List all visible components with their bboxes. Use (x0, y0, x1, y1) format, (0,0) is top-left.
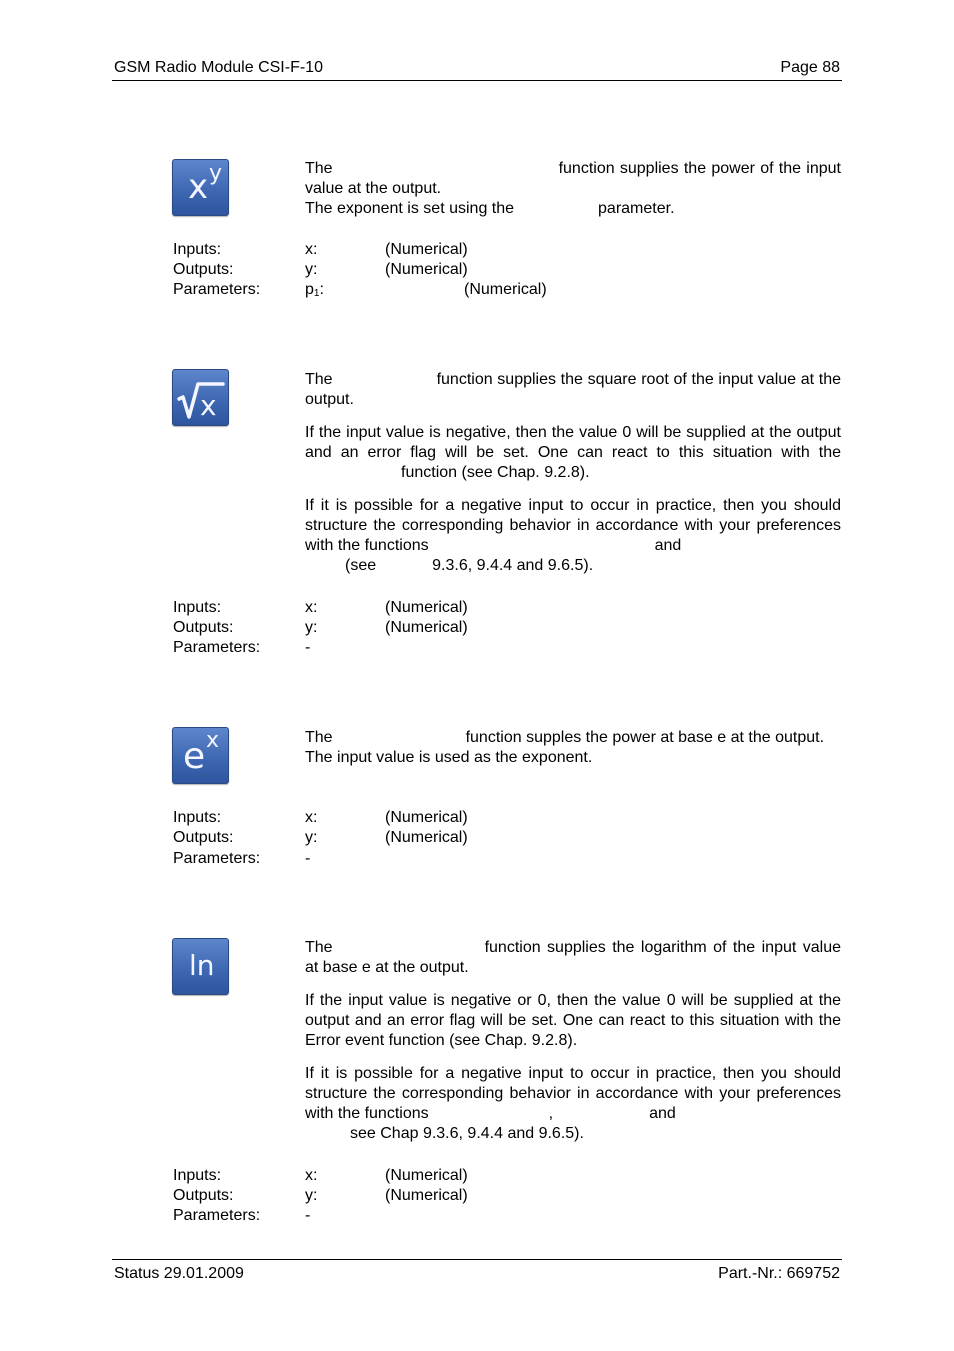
ln-paragraph-3: If it is possible for a negative input to occur in practice, then you should structure the corresponding behavior in accordance with your preferences with the functions , and see Chap 9.3.6, 9.4.4 and 9.6.5). (305, 1065, 841, 1142)
power-description (305, 159, 841, 232)
sqrt-io-table (173, 598, 673, 658)
sqrt-description (305, 370, 841, 589)
sqrt-paragraph-1: The function supplies the square root of the input value at the output. (305, 371, 841, 408)
exp-io-table (173, 808, 673, 869)
ln-io-table (173, 1166, 673, 1226)
parameters-row: Parameters: - (173, 850, 311, 867)
page-footer (112, 1259, 842, 1282)
inputs-row: Inputs: x: (Numerical) (173, 1167, 468, 1184)
power-paragraph-1: The function supplies the power of the input value at the output. (305, 160, 841, 197)
power-io-table (173, 240, 673, 301)
sqrt-paragraph-2: If the input value is negative, then the value 0 will be supplied at the output and an error flag will be set. One can react to this situation with thefunction (see Chap. 9.2.8). (305, 424, 841, 481)
inputs-row: Inputs: x: (Numerical) (173, 809, 468, 826)
ln-paragraph-2: If the input value is negative or 0, then the value 0 will be supplied at the output and an error flag will be set. One can react to this situation with the Error event function (see Chap. 9.2.8). (305, 992, 841, 1049)
outputs-row: Outputs: y: (Numerical) (173, 619, 468, 636)
power-x-y-icon: x y (172, 159, 229, 216)
parameters-row: Parameters: - (173, 639, 311, 656)
part-number: Part.-Nr.: 669752 (718, 1265, 840, 1282)
outputs-row: Outputs: y: (Numerical) (173, 261, 468, 278)
page-header (112, 58, 842, 81)
ln-paragraph-1: The function supplies the logarithm of the input value at base e at the output. (305, 939, 841, 976)
power-paragraph-2: The exponent is set using the parameter. (305, 200, 675, 217)
exponential-e-x-icon: e x (172, 727, 229, 784)
natural-log-ln-icon: ln (172, 938, 229, 995)
exp-paragraph-1: The function supples the power at base e at the output. (305, 729, 825, 746)
svg-text:x: x (200, 389, 217, 422)
sqrt-paragraph-3: If it is possible for a negative input to occur in practice, then you should structure the corresponding behavior in accordance with your preferences with the functions and (see 9.3.6, 9.4.4 and 9.6.5). (305, 497, 841, 574)
status-date: Status 29.01.2009 (114, 1265, 244, 1282)
inputs-row: Inputs: x: (Numerical) (173, 241, 468, 258)
exp-paragraph-2: The input value is used as the exponent. (305, 749, 593, 766)
exp-description (305, 728, 841, 781)
page-number: Page 88 (780, 59, 840, 76)
outputs-row: Outputs: y: (Numerical) (173, 829, 468, 846)
parameters-row: Parameters: - (173, 1207, 311, 1224)
ln-description (305, 938, 841, 1157)
document-title: GSM Radio Module CSI-F-10 (114, 59, 323, 76)
inputs-row: Inputs: x: (Numerical) (173, 599, 468, 616)
outputs-row: Outputs: y: (Numerical) (173, 1187, 468, 1204)
square-root-icon (172, 369, 229, 426)
parameters-row: Parameters: $p_1$: (Numerical) (173, 281, 547, 299)
